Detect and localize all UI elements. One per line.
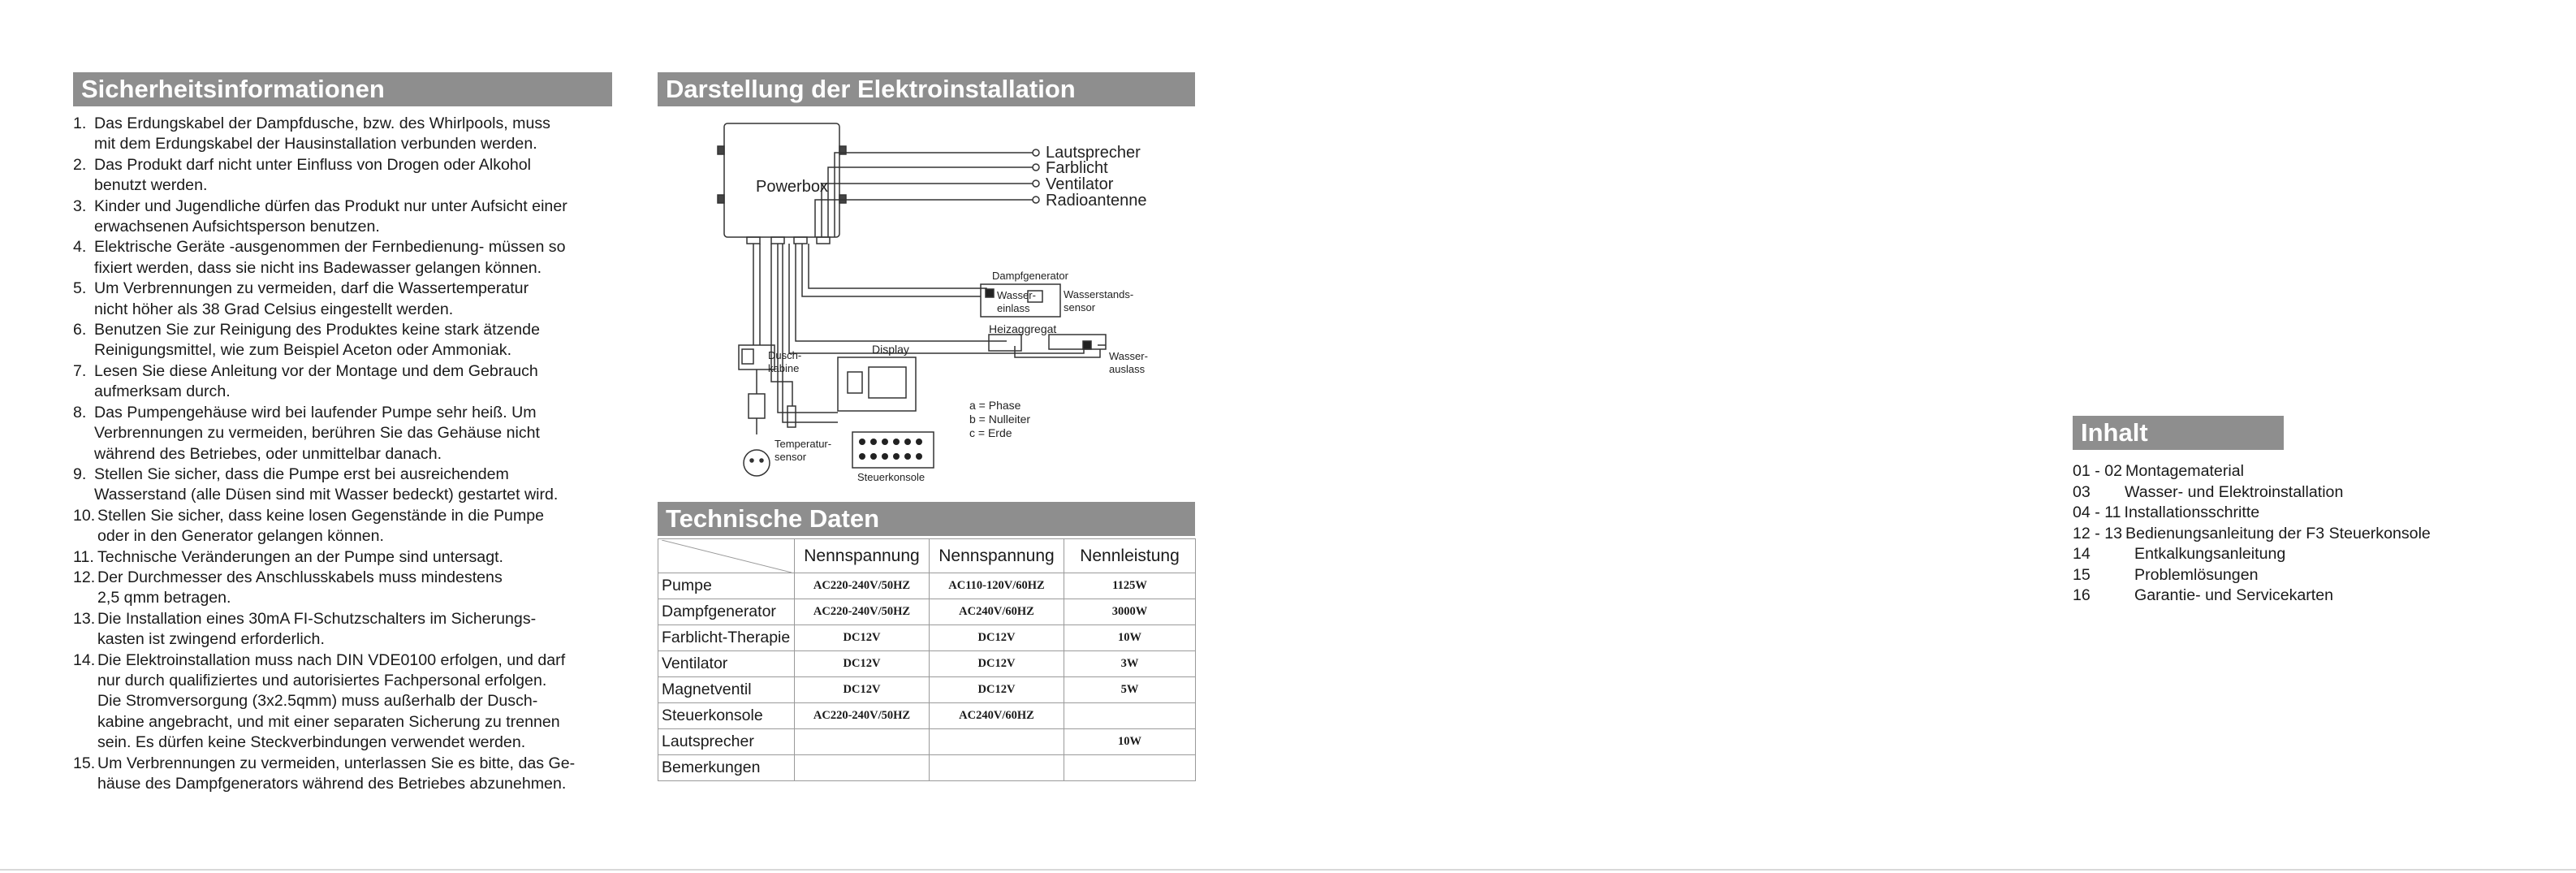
safety-item-line: Wasserstand (alle Düsen sind mit Wasser bedeckt) gestartet wird. bbox=[94, 486, 559, 504]
tech-row bbox=[658, 625, 1196, 651]
tech-row-label: Farblicht-Therapie bbox=[658, 625, 795, 651]
safety-item-line: Elektrische Geräte -ausgenommen der Fernbedienung- müssen so bbox=[94, 238, 566, 257]
safety-item-line: benutzt werden. bbox=[94, 176, 208, 195]
output-ventilator: Ventilator bbox=[1046, 175, 1114, 193]
tech-cell-voltage-1: AC220-240V/50HZ bbox=[795, 703, 930, 729]
safety-item bbox=[75, 547, 611, 568]
temperatur-label-2: sensor bbox=[775, 451, 807, 463]
tech-row bbox=[658, 703, 1196, 729]
safety-item-line: sein. Es dürfen keine Steckverbindungen verwendet werden. bbox=[97, 733, 526, 752]
tech-col-header: Nennspannung bbox=[795, 539, 930, 573]
wiring-diagram bbox=[658, 114, 1195, 495]
toc-item-number: 15 bbox=[2073, 565, 2091, 584]
safety-item-line: kabine angebracht, und mit einer separaten Sicherung zu trennen bbox=[97, 712, 560, 731]
safety-item-line: Das Produkt darf nicht unter Einfluss von Drogen oder Alkohol bbox=[94, 155, 532, 174]
tech-cell-voltage-1: AC220-240V/50HZ bbox=[795, 599, 930, 625]
tech-cell-voltage-2: AC240V/60HZ bbox=[930, 703, 1064, 729]
safety-heading: Sicherheitsinformationen bbox=[73, 72, 612, 106]
duschkabine-label-2: kabine bbox=[768, 362, 800, 374]
safety-item-line: erwachsenen Aufsichtsperson benutzen. bbox=[94, 218, 380, 236]
safety-item bbox=[75, 155, 611, 197]
toc-item-title: Wasser- und Elektroinstallation bbox=[2125, 482, 2344, 501]
toc-item bbox=[2073, 524, 2431, 545]
tech-row-label: Magnetventil bbox=[658, 677, 795, 703]
safety-item bbox=[75, 754, 611, 795]
toc-item-title: Garantie- und Servicekarten bbox=[2134, 586, 2334, 604]
toc-item-title: Montagematerial bbox=[2125, 462, 2244, 480]
wasserauslass-label-2: auslass bbox=[1109, 363, 1146, 375]
tech-corner-cell bbox=[658, 539, 795, 573]
tech-cell-power: 3W bbox=[1064, 651, 1196, 677]
safety-item-line: fixiert werden, dass sie nicht ins Badewasser gelangen können. bbox=[94, 258, 542, 277]
toc-item bbox=[2073, 544, 2431, 565]
tech-row bbox=[658, 729, 1196, 755]
safety-item bbox=[75, 465, 611, 506]
toc-list bbox=[2073, 461, 2431, 607]
safety-item-line: Benutzen Sie zur Reinigung des Produktes keine stark ätzende bbox=[94, 321, 540, 339]
safety-item bbox=[75, 197, 611, 238]
tech-row-label: Lautsprecher bbox=[658, 729, 795, 755]
toc-item-title: Problemlösungen bbox=[2134, 565, 2259, 584]
safety-item-line: Die Stromversorgung (3x2.5qmm) muss außerhalb der Dusch- bbox=[97, 692, 538, 711]
tech-cell-voltage-1: DC12V bbox=[795, 677, 930, 703]
safety-item-number: 10. bbox=[73, 506, 96, 525]
safety-item-number: 3. bbox=[73, 197, 87, 215]
wasserstand-label-2: sensor bbox=[1064, 301, 1096, 313]
safety-item-line: häuse des Dampfgenerators während des Betriebes abzunehmen. bbox=[97, 775, 567, 793]
safety-item-line: Das Erdungskabel der Dampfdusche, bzw. des Whirlpools, muss bbox=[94, 115, 550, 132]
wasserstand-label-1: Wasserstands- bbox=[1064, 288, 1134, 300]
steuerkonsole-label: Steuerkonsole bbox=[857, 471, 926, 483]
tech-row bbox=[658, 651, 1196, 677]
safety-item-line: kasten ist zwingend erforderlich. bbox=[97, 630, 325, 649]
tech-col-header: Nennspannung bbox=[930, 539, 1064, 573]
wassereinlass-label-1: Wasser- bbox=[997, 289, 1036, 301]
tech-row bbox=[658, 599, 1196, 625]
tech-cell-power bbox=[1064, 703, 1196, 729]
safety-item-line: Reinigungsmittel, wie zum Beispiel Aceton oder Ammoniak. bbox=[94, 341, 512, 360]
temperatur-label-1: Temperatur- bbox=[775, 438, 832, 450]
safety-item-line: Um Verbrennungen zu vermeiden, unterlassen Sie es bitte, das Ge- bbox=[97, 754, 576, 772]
toc-item bbox=[2073, 482, 2431, 503]
dampfgenerator-label: Dampfgenerator bbox=[992, 270, 1068, 282]
tech-cell-voltage-2 bbox=[930, 755, 1064, 781]
safety-item bbox=[75, 361, 611, 403]
safety-item-number: 5. bbox=[73, 279, 87, 298]
toc-item bbox=[2073, 503, 2431, 524]
tech-cell-voltage-1: AC220-240V/50HZ bbox=[795, 573, 930, 599]
wassereinlass-label-2: einlass bbox=[997, 302, 1030, 314]
toc-item-number: 01 - 02 bbox=[2073, 462, 2123, 480]
tech-row-label: Pumpe bbox=[658, 573, 795, 599]
toc-item-number: 16 bbox=[2073, 586, 2091, 604]
safety-item-line: oder in den Generator gelangen können. bbox=[97, 527, 384, 546]
elektro-heading: Darstellung der Elektroinstallation bbox=[658, 72, 1195, 106]
safety-item bbox=[75, 650, 611, 754]
heizaggregat-label: Heizaggregat bbox=[989, 322, 1057, 335]
toc-item-title: Entkalkungsanleitung bbox=[2134, 545, 2286, 563]
output-farblicht: Farblicht bbox=[1046, 159, 1108, 177]
tech-row bbox=[658, 573, 1196, 599]
safety-item-line: Das Pumpengehäuse wird bei laufender Pumpe sehr heiß. Um bbox=[94, 403, 537, 421]
toc-item-number: 03 bbox=[2073, 482, 2091, 501]
toc-item-number: 04 - 11 bbox=[2073, 503, 2121, 521]
safety-item-line: 2,5 qmm betragen. bbox=[97, 589, 231, 607]
tech-cell-voltage-2: DC12V bbox=[930, 625, 1064, 651]
wasserauslass-label-1: Wasser- bbox=[1109, 350, 1148, 362]
output-lautsprecher: Lautsprecher bbox=[1046, 144, 1141, 162]
toc-item-number: 12 - 13 bbox=[2073, 524, 2123, 542]
tech-row-label: Bemerkungen bbox=[658, 755, 795, 781]
safety-item bbox=[75, 320, 611, 361]
safety-item bbox=[75, 568, 611, 609]
safety-item bbox=[75, 506, 611, 547]
tech-cell-power: 10W bbox=[1064, 729, 1196, 755]
safety-item-number: 14. bbox=[73, 650, 96, 669]
safety-item-line: Um Verbrennungen zu vermeiden, darf die Wassertemperatur bbox=[94, 279, 529, 298]
tech-cell-power bbox=[1064, 755, 1196, 781]
toc-item-number: 14 bbox=[2073, 545, 2091, 563]
safety-item-number: 15. bbox=[73, 754, 96, 772]
tech-cell-voltage-2: DC12V bbox=[930, 651, 1064, 677]
tech-cell-power: 3000W bbox=[1064, 599, 1196, 625]
toc-item bbox=[2073, 586, 2431, 607]
safety-item-line: Stellen Sie sicher, dass keine losen Gegenstände in die Pumpe bbox=[97, 506, 545, 525]
safety-item bbox=[75, 237, 611, 279]
safety-item-line: Lesen Sie diese Anleitung vor der Montage und dem Gebrauch bbox=[94, 361, 538, 380]
safety-item-number: 13. bbox=[73, 609, 96, 628]
display-label: Display bbox=[872, 343, 909, 356]
toc-item bbox=[2073, 565, 2431, 586]
safety-item-line: mit dem Erdungskabel der Hausinstallation verbunden werden. bbox=[94, 135, 537, 153]
tech-cell-voltage-1: DC12V bbox=[795, 651, 930, 677]
safety-item-line: Die Installation eines 30mA FI-Schutzschalters im Sicherungs- bbox=[97, 609, 537, 628]
tech-col-header: Nennleistung bbox=[1064, 539, 1196, 573]
safety-item-line: während des Betriebes, oder unmittelbar danach. bbox=[94, 444, 442, 463]
page-bottom-line bbox=[0, 869, 2576, 871]
tech-cell-voltage-1 bbox=[795, 729, 930, 755]
duschkabine-label-1: Dusch- bbox=[768, 349, 802, 361]
legend-c: c = Erde bbox=[969, 426, 1012, 439]
safety-item-line: Kinder und Jugendliche dürfen das Produkt nur unter Aufsicht einer bbox=[94, 197, 567, 215]
tech-cell-power: 1125W bbox=[1064, 573, 1196, 599]
safety-item-number: 7. bbox=[73, 361, 87, 380]
powerbox-label: Powerbox bbox=[756, 178, 828, 196]
tech-row-label: Steuerkonsole bbox=[658, 703, 795, 729]
safety-item-line: Verbrennungen zu vermeiden, berühren Sie das Gehäuse nicht bbox=[94, 424, 540, 443]
inhalt-heading: Inhalt bbox=[2073, 416, 2284, 450]
safety-item-line: Technische Veränderungen an der Pumpe sind untersagt. bbox=[97, 547, 503, 566]
safety-item-number: 6. bbox=[73, 321, 87, 339]
tech-row-label: Dampfgenerator bbox=[658, 599, 795, 625]
legend-b: b = Nulleiter bbox=[969, 413, 1031, 426]
tech-table bbox=[658, 538, 1196, 781]
safety-item-number: 8. bbox=[73, 403, 87, 421]
legend-a: a = Phase bbox=[969, 399, 1021, 412]
tech-cell-voltage-1 bbox=[795, 755, 930, 781]
output-radioantenne: Radioantenne bbox=[1046, 192, 1147, 210]
safety-item-number: 1. bbox=[73, 115, 87, 132]
safety-item bbox=[75, 403, 611, 465]
safety-item-number: 11. bbox=[73, 547, 94, 566]
safety-item-line: Die Elektroinstallation muss nach DIN VDE0100 erfolgen, und darf bbox=[97, 650, 566, 669]
toc-item-title: Bedienungsanleitung der F3 Steuerkonsole bbox=[2125, 524, 2431, 542]
safety-item-line: nur durch qualifiziertes und autorisiertes Fachpersonal erfolgen. bbox=[97, 671, 547, 689]
tech-row bbox=[658, 677, 1196, 703]
safety-item-line: Stellen Sie sicher, dass die Pumpe erst bei ausreichendem bbox=[94, 465, 509, 483]
tech-cell-voltage-1: DC12V bbox=[795, 625, 930, 651]
tech-heading: Technische Daten bbox=[658, 502, 1195, 536]
safety-item-line: nicht höher als 38 Grad Celsius eingestellt werden. bbox=[94, 300, 454, 318]
toc-item-title: Installationsschritte bbox=[2124, 503, 2260, 521]
safety-item-number: 4. bbox=[73, 238, 87, 257]
safety-item bbox=[75, 279, 611, 320]
safety-item-number: 2. bbox=[73, 155, 87, 174]
tech-row bbox=[658, 755, 1196, 781]
tech-cell-voltage-2 bbox=[930, 729, 1064, 755]
tech-cell-power: 10W bbox=[1064, 625, 1196, 651]
safety-item-number: 12. bbox=[73, 568, 96, 586]
safety-item-line: Der Durchmesser des Anschlusskabels muss mindestens bbox=[97, 568, 503, 586]
toc-item bbox=[2073, 461, 2431, 482]
safety-item-line: aufmerksam durch. bbox=[94, 382, 231, 401]
safety-item-number: 9. bbox=[73, 465, 87, 483]
tech-cell-voltage-2: AC240V/60HZ bbox=[930, 599, 1064, 625]
tech-cell-voltage-2: AC110-120V/60HZ bbox=[930, 573, 1064, 599]
safety-item bbox=[75, 114, 611, 155]
safety-list bbox=[75, 114, 611, 794]
tech-cell-voltage-2: DC12V bbox=[930, 677, 1064, 703]
tech-row-label: Ventilator bbox=[658, 651, 795, 677]
tech-cell-power: 5W bbox=[1064, 677, 1196, 703]
safety-item bbox=[75, 609, 611, 650]
